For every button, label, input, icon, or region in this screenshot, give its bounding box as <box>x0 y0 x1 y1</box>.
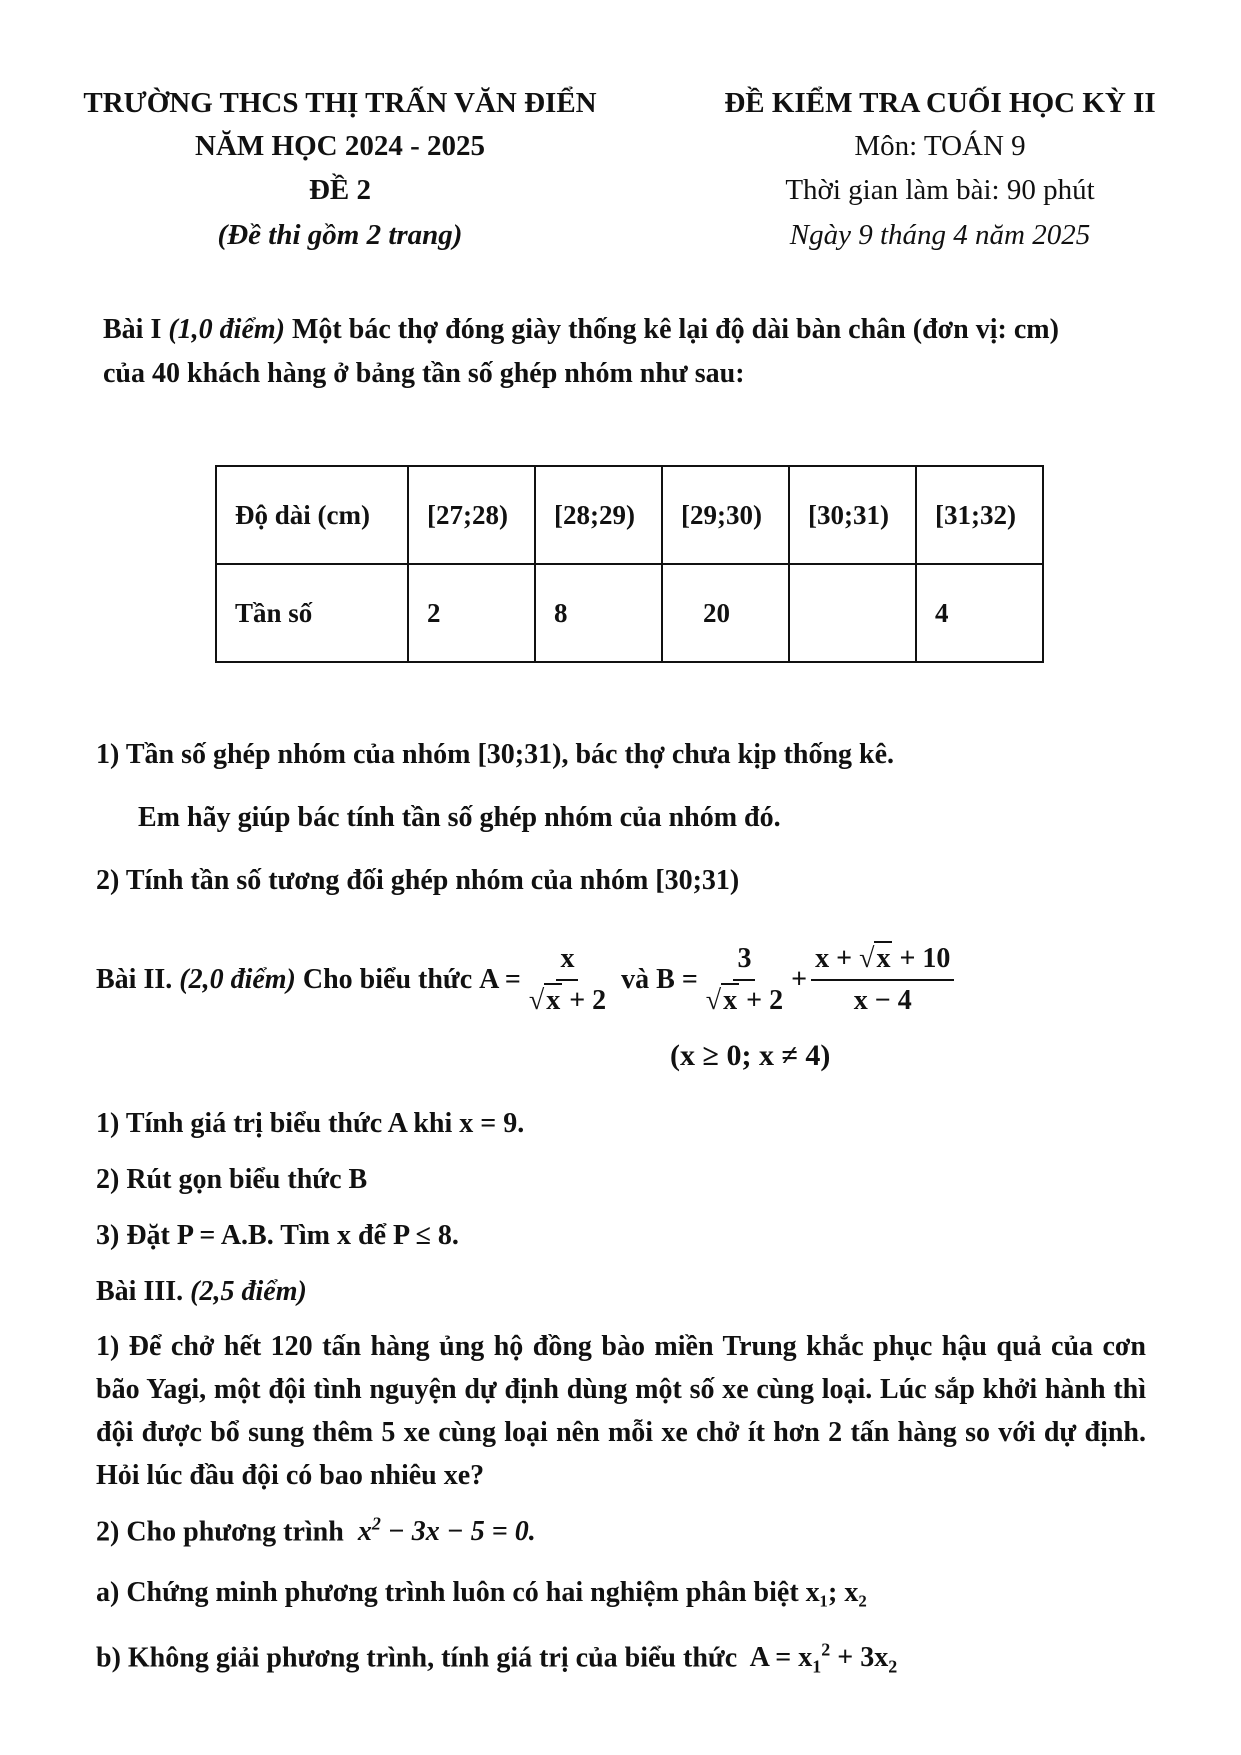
bai1-intro-text: Một bác thợ đóng giày thống kê lại độ dài bàn chân (đơn vị: cm) <box>292 314 1059 345</box>
subscript: 2 <box>888 1656 898 1677</box>
subscript: 1 <box>812 1656 822 1677</box>
bai1-title: Bài I <box>103 314 162 345</box>
bai2-points: (2,0 điểm) <box>179 963 296 995</box>
bai3-points: (2,5 điểm) <box>190 1276 307 1307</box>
equation-power: 2 <box>371 1514 381 1534</box>
fraction-a-denominator: √x + 2 <box>528 984 607 1016</box>
table-row-label: Tần số <box>216 564 408 662</box>
table-frequency-cell: 4 <box>916 564 1043 662</box>
numerator-part: + 10 <box>899 943 951 974</box>
table-header-label: Độ dài (cm) <box>216 466 408 564</box>
numerator-part: x + <box>815 943 853 974</box>
exam-date: Ngày 9 tháng 4 năm 2025 <box>789 219 1091 251</box>
plus-sign: + <box>791 963 808 995</box>
bai2-question3: 3) Đặt P = A.B. Tìm x để P ≤ 8. <box>96 1220 459 1251</box>
bai1-intro-line1 <box>103 313 1059 347</box>
frequency-table <box>215 465 1044 663</box>
exam-code: ĐỀ 2 <box>308 174 372 206</box>
bai2-question1: 1) Tính giá trị biểu thức A khi x = 9. <box>96 1108 525 1139</box>
bai2-intro: Cho biểu thức <box>302 963 473 995</box>
bai1-points: (1,0 điểm) <box>168 314 285 345</box>
table-group-cell: [29;30) <box>662 466 789 564</box>
bai2-question2: 2) Rút gọn biểu thức B <box>96 1164 368 1195</box>
expr-part: A = x <box>749 1642 813 1674</box>
fraction-b2-denominator: x − 4 <box>853 984 912 1016</box>
pages-note: (Đề thi gồm 2 trang) <box>217 219 463 251</box>
question2-lead: 2) Cho phương trình <box>96 1516 344 1548</box>
bai1-intro-line2: của 40 khách hàng ở bảng tần số ghép nhóm như sau: <box>103 358 745 389</box>
bai2-condition: (x ≥ 0; x ≠ 4) <box>670 1039 831 1072</box>
sqrt-x: x <box>723 984 738 1016</box>
school-year: NĂM HỌC 2024 - 2025 <box>195 130 485 162</box>
table-row <box>216 564 1043 662</box>
bai2-title: Bài II. <box>96 963 173 995</box>
fraction-b2 <box>811 942 954 1017</box>
sqrt-x: x <box>876 943 891 974</box>
fraction-b1 <box>702 942 787 1017</box>
equation-rest: − 3x − 5 = 0. <box>387 1516 536 1548</box>
fraction-b2-numerator: x + √x + 10 <box>811 942 954 981</box>
bai3-question2 <box>96 1514 536 1549</box>
table-group-cell: [28;29) <box>535 466 662 564</box>
bai2-expression-line <box>96 942 958 1017</box>
equation-x: x <box>357 1516 372 1548</box>
school-name: TRƯỜNG THCS THỊ TRẤN VĂN ĐIỂN <box>83 87 597 119</box>
duration: Thời gian làm bài: 90 phút <box>785 174 1095 206</box>
fraction-b1-denominator: √x + 2 <box>705 984 784 1016</box>
table-group-cell: [27;28) <box>408 466 535 564</box>
table-group-cell: [31;32) <box>916 466 1043 564</box>
and-word: và <box>621 963 650 995</box>
bai3-heading <box>96 1275 307 1309</box>
equation <box>358 1516 536 1547</box>
expr-a-lhs: A = <box>479 963 521 995</box>
bai3-question-b <box>96 1640 897 1679</box>
denominator-rest: + 2 <box>569 984 607 1016</box>
question-b-lead: b) Không giải phương trình, tính giá trị của biểu thức <box>96 1642 738 1674</box>
superscript: 2 <box>821 1640 831 1660</box>
table-frequency-cell: 8 <box>535 564 662 662</box>
bai3-title: Bài III. <box>96 1276 184 1307</box>
table-frequency-cell: 2 <box>408 564 535 662</box>
bai1-question1: 1) Tần số ghép nhóm của nhóm [30;31), bác thợ chưa kịp thống kê. <box>96 739 895 770</box>
bai1-question1-cont: Em hãy giúp bác tính tần số ghép nhóm của nhóm đó. <box>138 802 781 833</box>
table-row <box>216 466 1043 564</box>
sqrt-x: x <box>546 984 561 1016</box>
bai3-question-a: a) Chứng minh phương trình luôn có hai nghiệm phân biệt x₁; x₂ <box>96 1577 867 1608</box>
table-group-cell: [30;31) <box>789 466 916 564</box>
fraction-a-numerator: x <box>556 942 578 981</box>
exam-title: ĐỀ KIỂM TRA CUỐI HỌC KỲ II <box>724 87 1156 119</box>
expression-a <box>749 1640 898 1677</box>
denominator-rest: + 2 <box>746 984 784 1016</box>
bai3-question1: 1) Để chở hết 120 tấn hàng ủng hộ đồng bào miền Trung khắc phục hậu quả của cơn bão Yagi, một đội tình nguyện dự định dùng một số xe cùng loại. Lúc sắp khởi hành thì đội được bổ sung thêm 5 xe cùng loại nên mỗi xe chở ít hơn 2 tấn hàng so với dự định. Hỏi lúc đầu đội có bao nhiêu xe? <box>96 1331 1146 1491</box>
fraction-a <box>525 942 610 1017</box>
table-frequency-cell <box>789 564 916 662</box>
table-frequency-cell: 20 <box>662 564 789 662</box>
fraction-b1-numerator: 3 <box>733 942 755 981</box>
expr-part: + 3x <box>837 1642 889 1674</box>
subject: Môn: TOÁN 9 <box>854 130 1026 162</box>
expr-b-lhs: B = <box>656 963 698 995</box>
bai1-question2: 2) Tính tần số tương đối ghép nhóm của nhóm [30;31) <box>96 865 740 896</box>
